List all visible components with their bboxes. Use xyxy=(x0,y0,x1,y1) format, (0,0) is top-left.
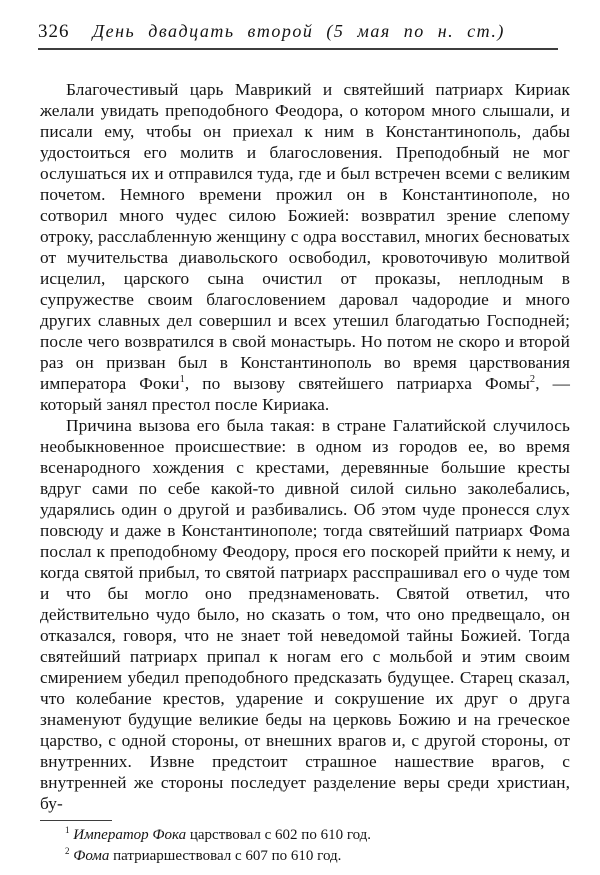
footnote-separator xyxy=(40,820,112,821)
footnote-section xyxy=(40,820,570,867)
page-number: 326 xyxy=(38,21,70,42)
paragraph: Причина вызова его была такая: в стране Галатийской случилось необыкновенное происшествие: в одном из городов ее, во время всенародного хождения с крестами, деревянные большие кресты вдруг сами по себе какой-то дивной силой сильно заколебались, ударялись один о другой и разбивались. Об этом чуде пронесся слух повсюду и даже в Константинополе; тогда святейший патриарх Фома послал к преподобному Феодору, прося его поскорей прийти к нему, и когда святой прибыл, то святой патриарх расспрашивал его о чуде том и что бы могло оно предзнаменовать. Святой ответил, что действительно чудо было, но сказать о том, что оно предвещало, он отказался, говоря, что не знает той неведомой тайны Божией. Тогда святейший патриарх припал к ногам его с мольбой и этим своим смирением убедил преподобного предсказать будущее. Старец сказал, что колебание крестов, ударение и сокрушение их друг о друга знаменуют будущие великие беды на церковь Божию и на греческое царство, с одной стороны, от внешних врагов и, с другой стороны, от внутренних. Извне предстоит страшное нашествие врагов, с внутренней же стороны последует разделение веры среди христиан, бу- xyxy=(40,416,570,813)
body-text xyxy=(40,79,570,814)
paragraph: Благочестивый царь Маврикий и святейший патриарх Кириак желали увидать преподобного Феодора, о котором много слышали, и писали ему, чтобы он приехал к ним в Константинополь, дабы удостоиться его молитв и благословения. Преподобный не мог ослушаться их и отправился туда, где и был встречен всеми с великим почетом. Немного времени прожил он в Константинополе, но сотворил много чудес силою Божией: возвратил зрение слепому отроку, расслабленную женщину с одра восставил, многих бесноватых от мучительства диавольского освободил, кровоточивую молитвой исцелил, царского сына очистил от проказы, неплодным в супружестве своим благословением даровал чадородие и много других славных дел совершил и всех утешил благодатью Господней; после чего возвратился в свой монастырь. Но потом не скоро и второй раз он призван был в Константинополь во время царствования императора Фоки$^1$, по вызову святейшего патриарха Фомы$^2$, — который занял престол после Кириака. xyxy=(40,80,570,414)
footnote-marker: 1 xyxy=(65,825,70,835)
running-title: День двадцать второй (5 мая по н. ст.) xyxy=(92,21,505,41)
footnote-item xyxy=(40,846,570,867)
footnote-text: Император Фока царствовал с 602 по 610 год. xyxy=(73,827,372,843)
footnote-text: Фома патриаршествовал с 607 по 610 год. xyxy=(73,848,342,864)
footnote-marker: 2 xyxy=(65,846,70,856)
footnote-item xyxy=(40,825,570,846)
running-header xyxy=(38,0,558,50)
